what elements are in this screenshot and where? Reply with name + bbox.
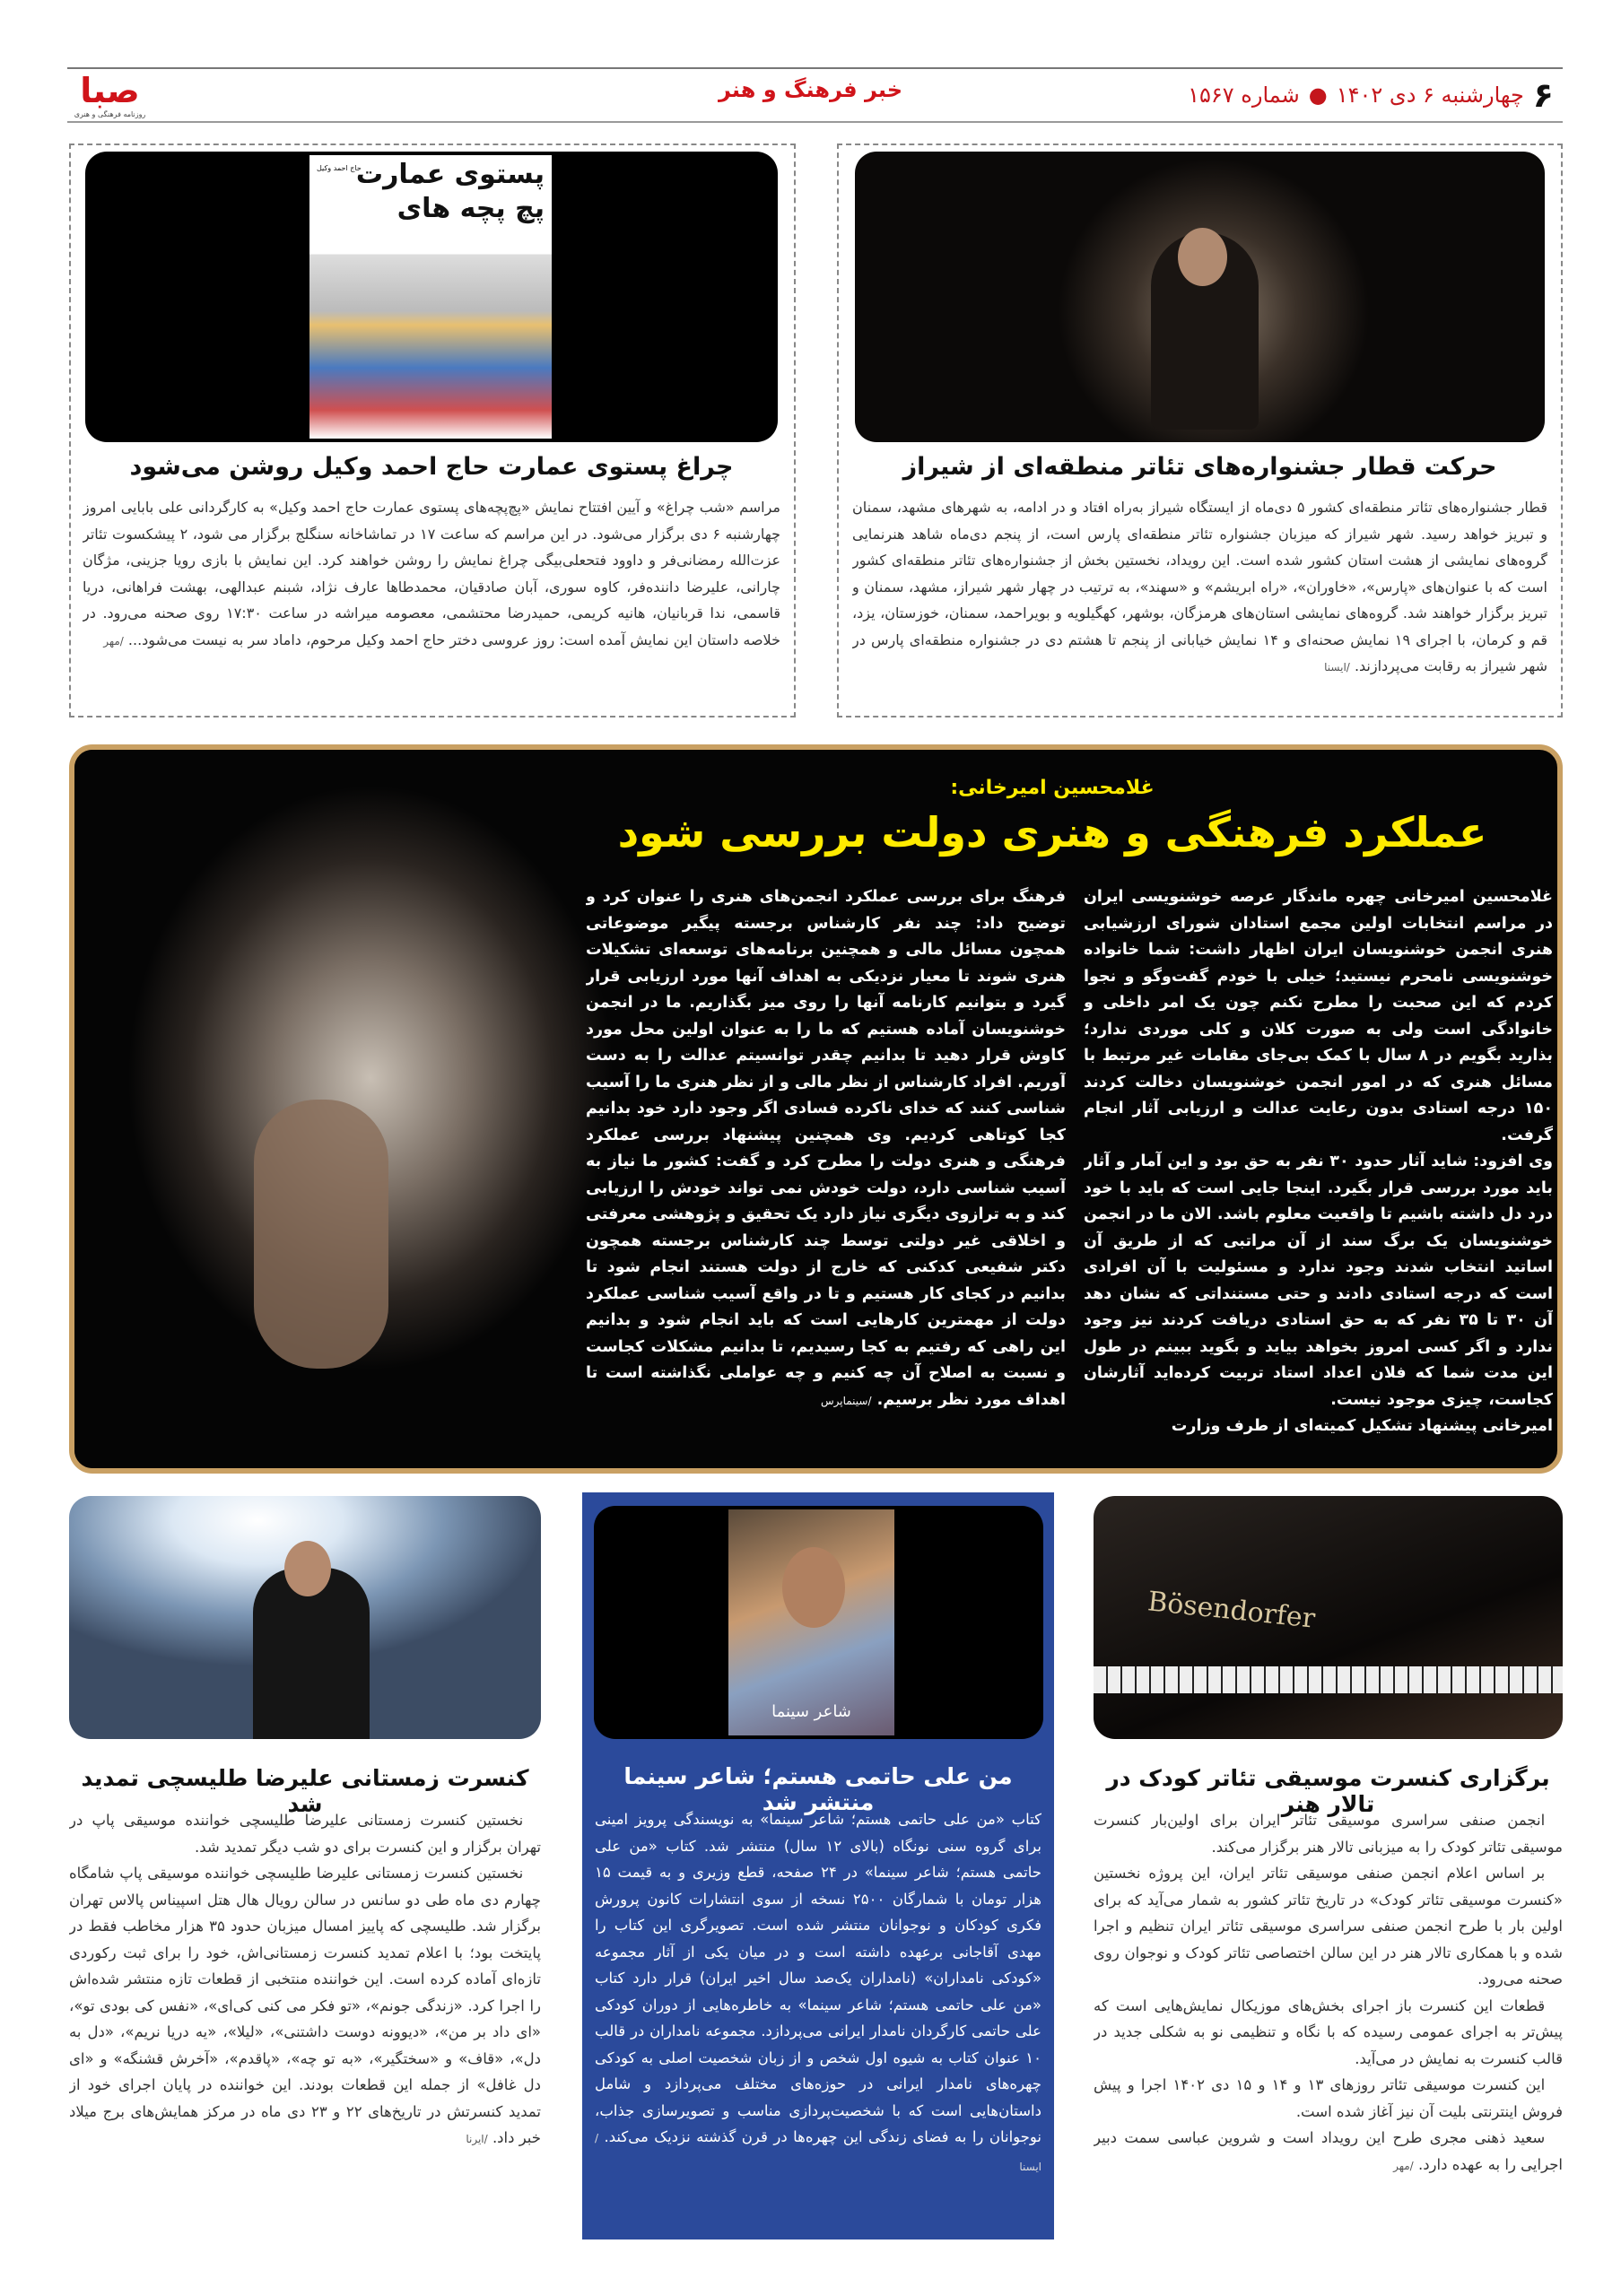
issue-date: چهارشنبه ۶ دی ۱۴۰۲ [1336,83,1524,108]
portrait-photo [74,750,613,1474]
paragraph: این کنسرت موسیقی تئاتر روزهای ۱۳ و ۱۴ و ۱۵ دی ۱۴۰۲ اجرا و پیش فروش اینترنتی بلیت آن نیز آغاز شده است. [1094,2076,1563,2120]
article-hatami-body [595,1806,1041,2228]
book-cover [728,1509,894,1735]
header-bottom-rule [67,121,1563,123]
poster-title-line2: پچ پچه های [397,193,545,224]
actress-face [1178,228,1227,286]
feature-column-2 [586,884,1066,1458]
boy-face [782,1547,845,1628]
singer-concert-photo [69,1496,541,1739]
feature-title: عملکرد فرهنگی و هنری دولت بررسی شود [617,808,1487,857]
paragraph: کتاب «من علی حاتمی هستم؛ شاعر سینما» به نویسندگی پرویز امینی برای گروه سنی نونگاه (بالای ۱۲ سال) منتشر شد. کتاب «من علی حاتمی هستم؛ شاعر سینما» در ۲۴ صفحه، قطع وزیری و به قیمت ۱۵ هزار تومان با شمارگان ۲۵۰۰ نسخه از سوی انتشارات کانون پرورش فکری کودکان و نوجوانان منتشر شده است. تصویرگری این کتاب را مهدی آقاجانی برعهده داشته است و در میان یکی از آثار مجموعه «کودکی نامداران» (نامداران یک‌صد سال اخیر ایران) قرار دارد کتاب «من علی حاتمی هستم؛ شاعر سینما» به خاطره‌هایی از دوران کودکی علی حاتمی کارگردان نامدار ایرانی می‌پردازد. مجموعه نامداران در قالب ۱۰ عنوان کتاب به شیوه اول شخص و از زبان شخصیت اصلی به کودکی چهره‌های نامدار ایرانی در حوزه‌های مختلف می‌پردازد و شامل داستان‌هایی است که با شخصیت‌پردازی مناسب و تصویرسازی جذاب، نوجوانان را به فضای زندگی این چهره‌ها در قرن گذشته نزدیک می‌کند. [595,1811,1041,2145]
header-top-rule [67,67,1563,69]
theatre-stage-photo [855,152,1545,442]
feature-kicker: غلامحسین امیرخانی: [950,777,1155,799]
poster-title-line1: پستوی عمارت [355,159,545,190]
article-hatami-box [582,1492,1054,2239]
hand-shape [254,1100,388,1369]
poster-small-text: حاج احمد وکیل [317,164,362,172]
singer-face [284,1541,331,1596]
feature-interview-box [69,744,1563,1474]
section-title: خبر فرهنگ و هنر [718,77,903,102]
article-concert-child-body [1094,1807,1563,2229]
article-talischi-title: کنسرت زمستانی علیرضا طلیسچی تمدید شد [81,1765,529,1817]
play-poster [309,155,552,439]
article-text: قطار جشنواره‌های تئاتر منطقه‌ای کشور ۵ دی‌ماه از ایستگاه شیراز به‌راه افتاد و در ادامه، به شهرهای مشهد، سمنان و تبریز خواهد رسید. شهر شیراز که میزبان جشنواره تئاتر منطقه‌ای پارس است، از پنجم دی‌ماه شاهد هنرنمایی گروه‌های نمایشی از هشت استان کشور شده است. این رویداد، نخستین بخش از جشنواره‌های تئاتر منطقه‌ای کشور است که با عنوان‌های «پارس»، «خاوران»، «راه ابریشم» و «سهند»، به ترتیب در چهار شهر شیراز، مشهد، سمنان و تبریز برگزار خواهند شد. گروه‌های نمایشی استان‌های هرمزگان، بوشهر، کهگیلویه و بویراحمد، سمنان، خوزستان، یزد، قم و کرمان، با اجرای ۱۹ نمایش صحنه‌ای و ۱۴ نمایش خیابانی از پنجم تا هشتم دی در جشنواره منطقه‌ای پارس در شهر شیراز به رقابت می‌پردازند. [852,499,1547,674]
source-credit: /ایسنا [1324,661,1350,674]
book-photo [594,1506,1043,1739]
paragraph: نخستین کنسرت زمستانی علیرضا طلیسچی خواننده موسیقی پاپ در تهران برگزار و این کنسرت برای دو شب دیگر تمدید شد. [69,1812,541,1856]
paragraph: وی افزود: شاید آثار حدود ۳۰ نفر به حق بود و این آمار و آثار باید مورد بررسی قرار بگیرد. اینجا جایی است که باید با خود درد دل داشته باشیم تا واقعیت معلوم باشد. الان ما در انجمن خوشنویسان یک برگ سند از آن مراتبی که از طریق آن اساتید انتخاب شدند وجود ندارد و مسئولیت با آن افرادی است که درجه استادی دادند و حتی مستنداتی که نشان دهد آن ۳۰ تا ۳۵ نفر که به حق استادی دریافت کردند نیز وجود ندارد و اگر کسی امروز بخواهد بیاید و بگوید ببینم در طول این مدت شما که فلان اعداد استاد تربیت کرده‌اید آثارشان کجاست، چیزی موجود نیست. [1084,1152,1553,1409]
issue-number: شماره ۱۵۶۷ [1188,83,1300,108]
article-shiraz-title: حرکت قطار جشنواره‌های تئاتر منطقه‌ای از شیراز [902,453,1497,481]
paragraph: امیرخانی پیشنهاد تشکیل کمیته‌ای از طرف وزارت [1171,1417,1553,1435]
logo-subtitle: روزنامه فرهنگی و هنری [74,110,146,118]
paragraph: غلامحسین امیرخانی چهره ماندگار عرصه خوشنویسی ایران در مراسم انتخابات اولین مجمع استادان شورای ارزشیابی هنری انجمن خوشنویسان ایران اظهار داشت: شما خانواده خوشنویسی نامحرم نیستید؛ خیلی با خودم گفت‌وگو و نجوا کردم که این صحبت را مطرح نکنم چون یک امر داخلی و خانوادگی است ولی به صورت کلان و کلی موردی ندارد؛ بذارید بگویم در ۸ سال با کمک بی‌جای مقامات غیر مرتبط با مسائل هنری که در امور انجمن خوشنویسان دخالت کردند ۱۵۰ درجه استادی بدون رعایت عدالت و ارزیابی آثار انجام گرفت. [1084,888,1553,1144]
paragraph: نخستین کنسرت زمستانی علیرضا طلیسچی خواننده موسیقی پاپ شامگاه چهارم دی ماه طی دو سانس در سالن رویال هال هتل اسپیناس پالاس تهران برگزار شد. طلیسچی که پاییز امسال میزبان حدود ۳۵ هزار مخاطب فقط در پایتخت بود؛ با اعلام تمدید کنسرت زمستانی‌اش، خود را برای ثبت رکوردی تازه‌ای آماده کرده است. این خواننده منتخبی از قطعات تازه منتشر شده‌اش را اجرا کرد. «زندگی جونم»، «تو فکر می کنی کی‌ای»، «نفس کی بودی تو»، «ای داد بر من»، «دیوونه دوست داشتنی»، «لیلا»، «یه دریا نریم»، «دل به دل»، «قاف» و «سختگیر»، «به تو چه»، «پاقدم»، «آخرش قشنگه» و «ای دل غافل» از جمله این قطعات بودند. این خواننده در پایان اجرای خود از تمدید کنسرتش در تاریخ‌های ۲۲ و ۲۳ دی ماه در مرکز همایش‌های برج میلاد خبر داد. [69,1865,541,2146]
paragraph: سعید ذهنی مجری طرح این رویداد است و شروین عباسی سمت دبیر اجرایی را به عهده دارد. [1094,2129,1563,2173]
article-concert-child-title: برگزاری کنسرت موسیقی تئاتر کودک در تالار هنر [1106,1765,1550,1817]
piano-keys [1094,1666,1563,1693]
logo-text: صبا [80,71,140,110]
page-number: ۶ [1532,75,1554,115]
play-poster-photo [85,152,778,442]
book-cover-title: شاعر سینما [771,1702,851,1721]
article-vakil-title: چراغ پستوی عمارت حاج احمد وکیل روشن می‌شود [129,453,734,481]
article-vakil-body [83,494,780,706]
feature-column-1 [1084,884,1553,1458]
article-hatami-title: من علی حاتمی هستم؛ شاعر سینما منتشر شد [623,1763,1013,1815]
piano-brand: Bösendorfer [1146,1586,1317,1635]
article-text: مراسم «شب چراغ» و آیین افتتاح نمایش «پچ‌پچه‌های پستوی عمارت حاج احمد وکیل» به کارگردانی علی بابایی امروز چهارشنبه ۶ دی برگزار می‌شود. در این مراسم که ساعت ۱۷ در تماشاخانه سنگلج برگزار می شود، ۲ پیشکسوت تئاتر عزت‌الله رمضانی‌فر و داوود فتحعلی‌بیگی چراغ نمایش را روشن خواهند کرد. این نمایش با بازی رویا جزینی، مژگان چارانی، علیرضا داننده‌فر، کاوه سوری، آبان صادقیان، محمدطاها عارف نژاد، شبنم عبدالهی، بهشت فراهانی، دریا قاسمی، ندا قربانیان، هانیه کریمی، حمیدرضا محتشمی، معصومه میراشه در ساعت ۱۷:۳۰ روی صحنه می‌رود. در خلاصه داستان این نمایش آمده است: روز عروسی دختر حاج احمد وکیل مرحوم، داماد سر به نیست می‌شود... [83,499,780,648]
source-credit: /ایرنا [466,2133,488,2145]
article-shiraz-body [852,494,1547,706]
piano-photo [1094,1496,1563,1739]
paragraph: بر اساس اعلام انجمن صنفی موسیقی تئاتر ایران، این پروژه نخستین «کنسرت موسیقی تئاتر کودک» در تاریخ تئاتر کشور به شمار می‌آید که برای اولین بار با طرح انجمن صنفی سراسری موسیقی تئاتر ایران تنظیم و اجرا شده و با همکاری تالار هنر در این سالن اختصاصی تئاتر کودک و نوجوان روی صحنه می‌رود. [1094,1865,1563,1987]
issue-info: ۶ چهارشنبه ۶ دی ۱۴۰۲ ● شماره ۱۵۶۷ [1188,75,1554,115]
paragraph: انجمن صنفی سراسری موسیقی تئاتر ایران برای اولین‌بار کنسرت موسیقی تئاتر کودک را به میزبانی تالار هنر برگزار می‌کند. [1094,1812,1563,1856]
source-credit: /مهر [103,634,124,648]
newspaper-logo [67,70,153,117]
paragraph: قطعات این کنسرت باز اجرای بخش‌های موزیکال نمایش‌هایی است که پیش‌تر به اجرای عمومی رسیده که با نگاه و تنظیمی نو به شکلی جدید در قالب کنسرت به نمایش در می‌آید. [1094,1996,1563,2067]
paragraph: فرهنگ برای بررسی عملکرد انجمن‌های هنری را عنوان کرد و توضیح داد: چند نفر کارشناس برجسته پیگیر موضوعاتی همچون مسائل مالی و همچنین برنامه‌های توسعه‌ای تشکیلات هنری شوند تا معیار نزدیکی به اهداف آنها مورد ارزیابی قرار گیرد و بتوانیم کارنامه آنها را روی میز بگذاریم. ما در انجمن خوشنویسان آماده هستیم که ما را به عنوان اولین محل مورد کاوش قرار دهید تا بدانیم چقدر توانسیتم عدالت را به دست آوریم. افراد کارشناس از نظر مالی و از نظر هنری ما را آسیب شناسی کنند که خدای ناکرده فسادی اگر وجود دارد خود بدانیم کجا کوتاهی کردیم. وی همچنین پیشنهاد بررسی عملکرد فرهنگی و هنری دولت را مطرح کرد و گفت: کشور ما نیاز به آسیب شناسی دارد، دولت خودش نمی تواند خودش را ارزیابی کند و به ترازوی دیگری نیاز دارد یک تحقیق و پژوهشی معرفتی و اخلاقی غیر دولتی توسط چند کارشناس برجسته همچون دکتر شفیعی کدکنی که خارج از دولت هستند انجام شود تا بدانیم در کجای کار هستیم و تا در واقع آسیب شناسی عملکرد دولت از مهمترین کارهایی است که باید انجام شود و بدانیم این راهی که رفتیم به کجا رسیدیم، تا بدانیم مشکلات کجاست و نسبت به اصلاح آن چه کنیم و چه عواملی نگذاشته است تا اهداف مورد نظر برسیم. [586,888,1066,1409]
source-credit: /سینماپرس [820,1394,872,1407]
article-talischi-body [69,1807,541,2229]
source-credit: /مهر [1393,2159,1414,2172]
source-credit: /ایسنا [595,2132,1041,2173]
